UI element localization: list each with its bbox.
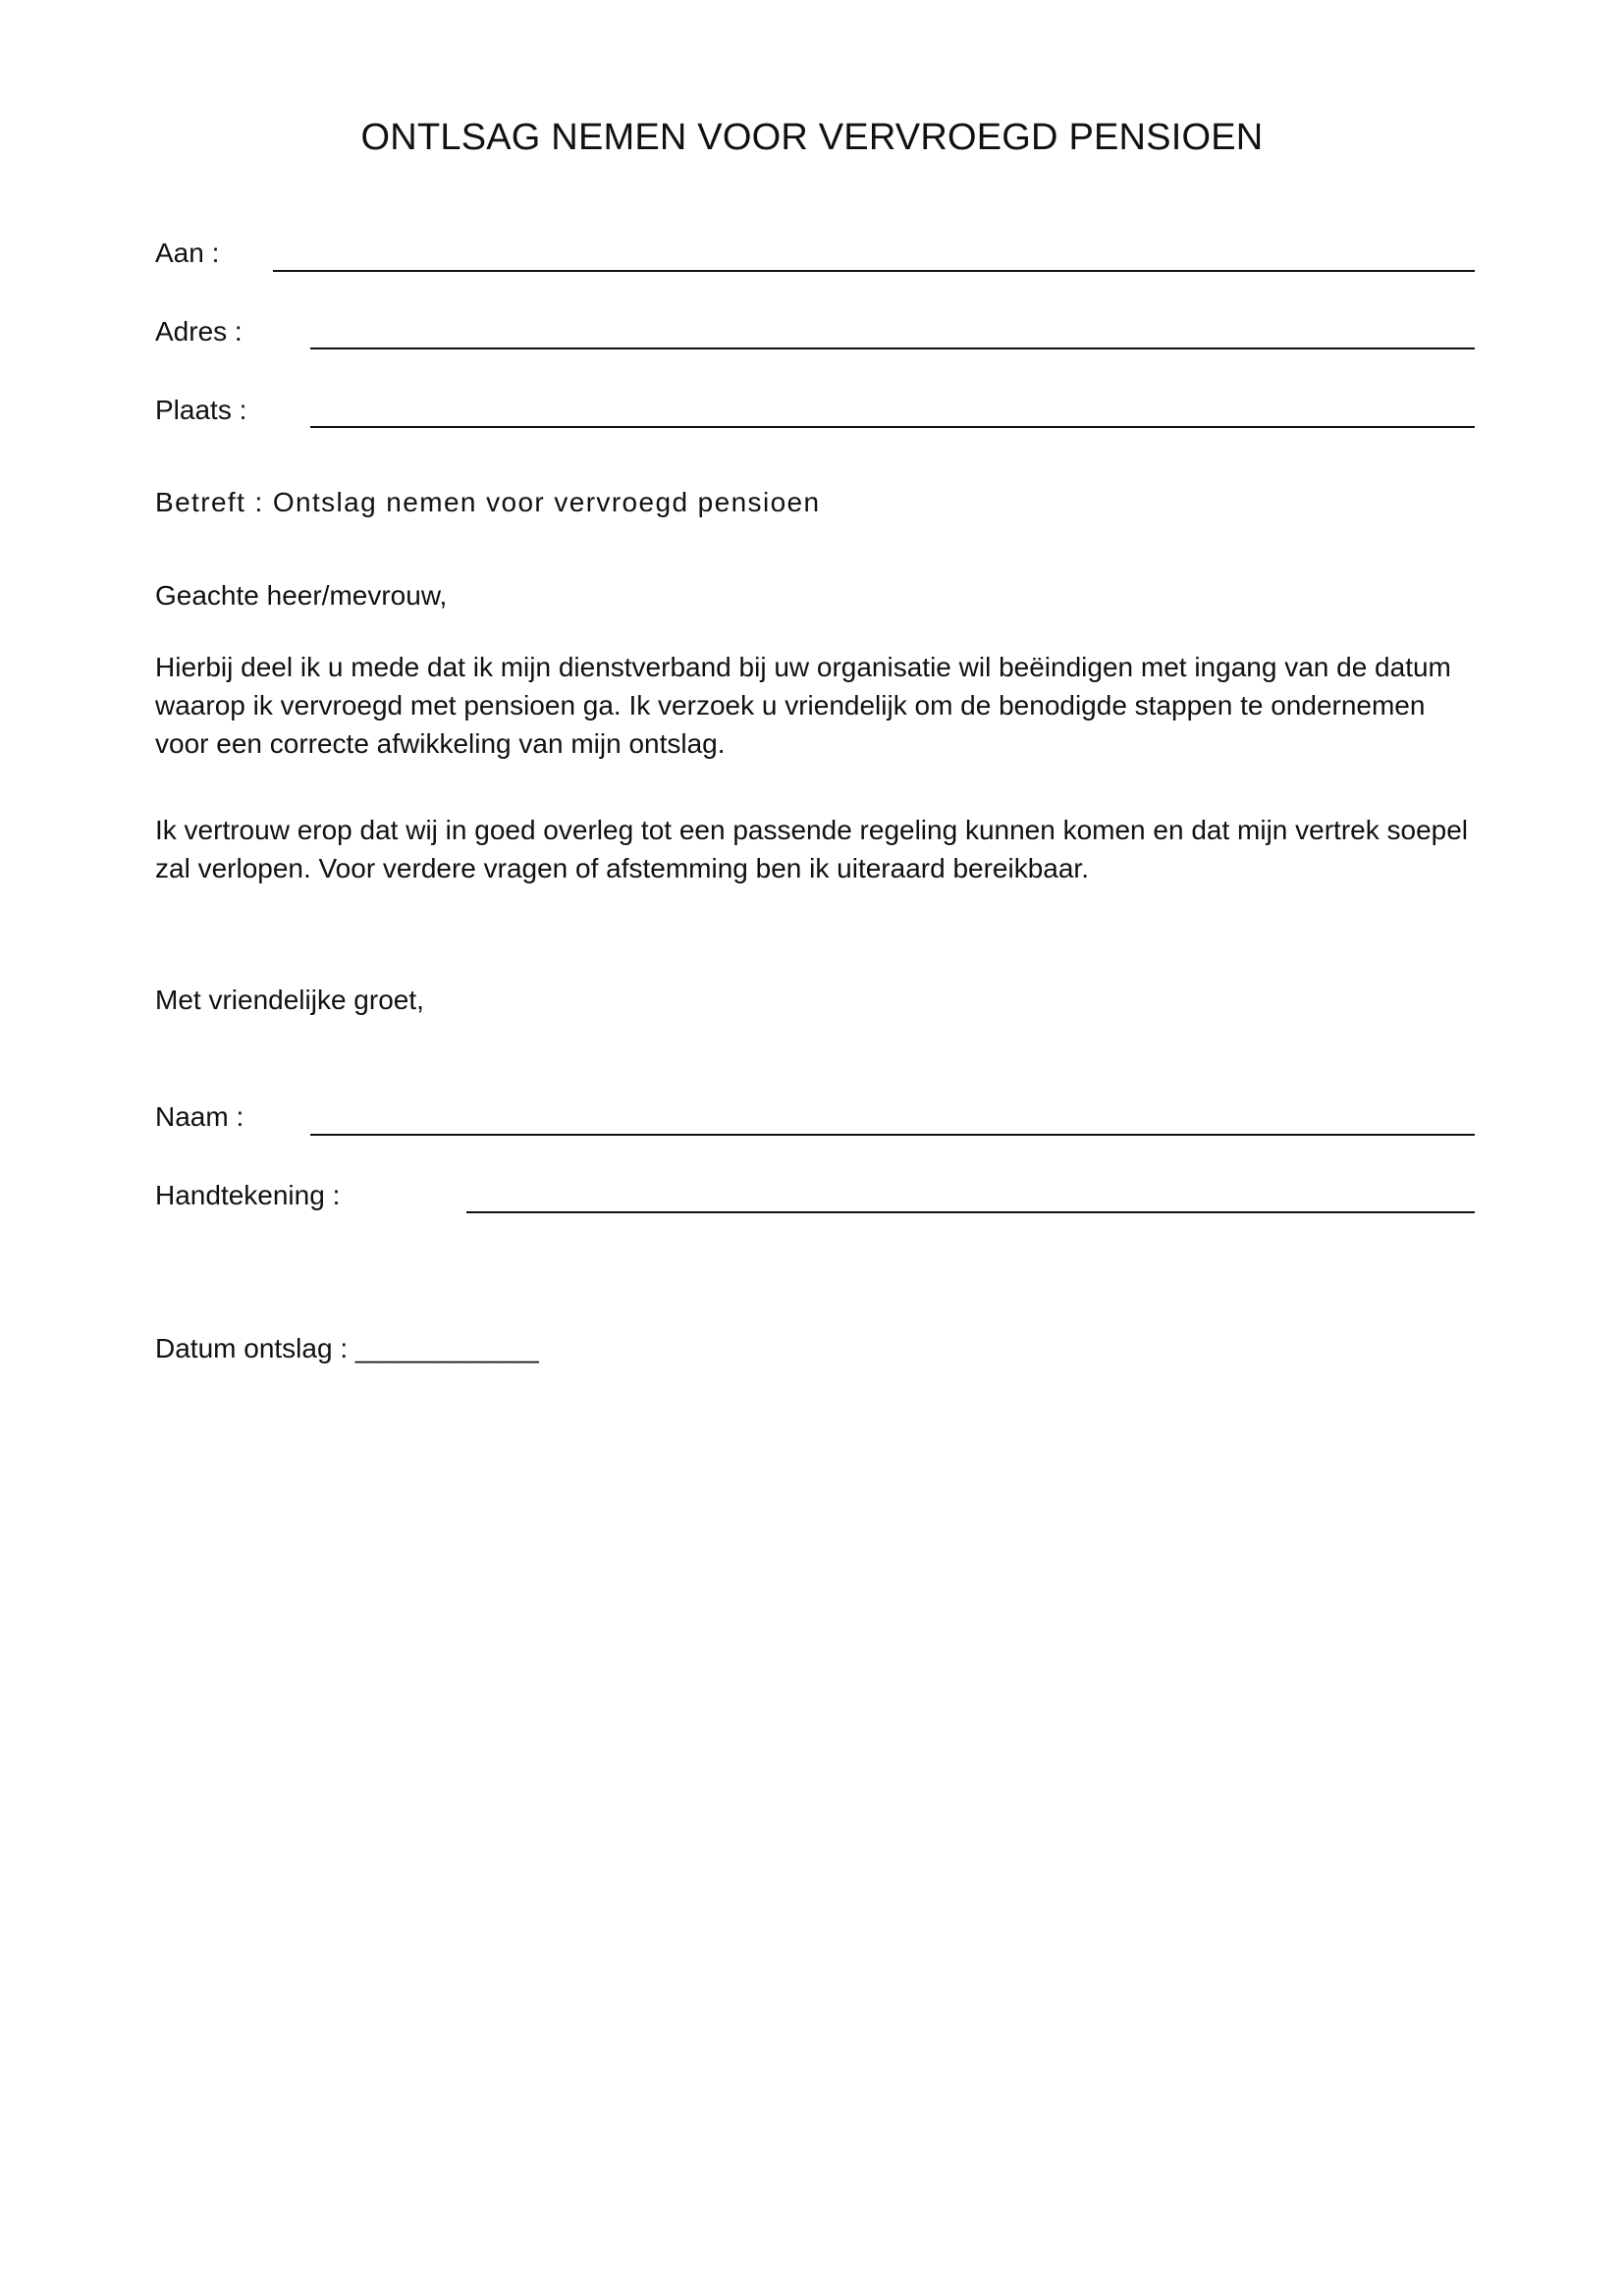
- aan-label: Aan :: [155, 238, 220, 268]
- body-paragraph-2: Ik vertrouw erop dat wij in goed overleg tot een passende regeling kunnen komen en dat mijn vertrek soepel zal verlopen. Voor verdere vragen of afstemming ben ik uiteraard bereikbaar.: [155, 815, 1469, 883]
- closing-line: Met vriendelijke groet,: [155, 985, 424, 1015]
- naam-input-line[interactable]: [310, 1134, 1475, 1136]
- salutation: Geachte heer/mevrouw,: [155, 580, 448, 611]
- plaats-label: Plaats :: [155, 395, 247, 425]
- datum-ontslag-field[interactable]: Datum ontslag : ____________: [155, 1333, 539, 1363]
- handtekening-label: Handtekening :: [155, 1180, 341, 1210]
- handtekening-input-line[interactable]: [466, 1211, 1475, 1213]
- naam-label: Naam :: [155, 1101, 244, 1132]
- plaats-input-line[interactable]: [310, 426, 1475, 428]
- adres-label: Adres :: [155, 316, 243, 347]
- document-title: ONTLSAG NEMEN VOOR VERVROEGD PENSIOEN: [360, 117, 1264, 158]
- subject-line: Betreft : Ontslag nemen voor vervroegd pensioen: [155, 487, 821, 517]
- adres-input-line[interactable]: [310, 347, 1475, 349]
- body-paragraph-1: Hierbij deel ik u mede dat ik mijn dienstverband bij uw organisatie wil beëindigen met ingang van de datum waarop ik vervroegd met pensioen ga. Ik verzoek u vriendelijk om de benodigde stappen te ondernemen voor een correcte afwikkeling van mijn ontslag.: [155, 652, 1451, 759]
- aan-input-line[interactable]: [273, 270, 1475, 272]
